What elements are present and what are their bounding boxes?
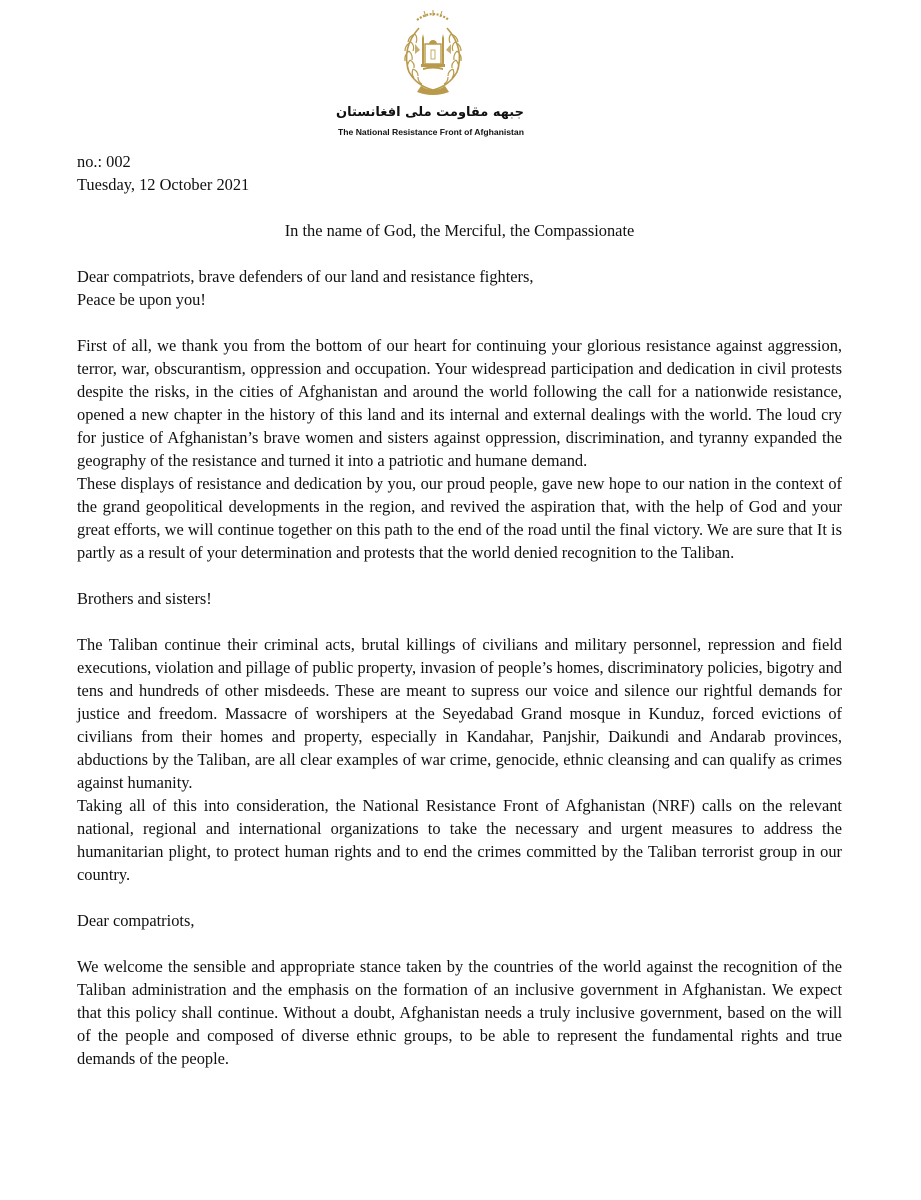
spacer — [77, 886, 842, 909]
letterhead — [0, 0, 921, 150]
spacer — [77, 242, 842, 265]
spacer — [77, 932, 842, 955]
paragraph-inclusive-government: We welcome the sensible and appropriate stance taken by the countries of the world against the recognition of the Taliban administration and the emphasis on the formation of an inclusive government in Afghanistan. We expect that this policy shall continue. Without a doubt, Afghanistan needs a truly inclusive government, based on the will of the people and composed of diverse ethnic groups, to be able to represent the fundamental rights and true demands of the people. — [77, 957, 842, 1068]
invocation: In the name of God, the Merciful, the Compassionate — [284, 221, 635, 240]
spacer — [77, 564, 842, 587]
heading-dear-compatriots: Dear compatriots, — [77, 911, 195, 930]
document-date: Tuesday, 12 October 2021 — [77, 175, 250, 194]
document-number: no.: 002 — [77, 152, 131, 171]
salutation-line: Dear compatriots, brave defenders of our land and resistance fighters, — [77, 267, 534, 286]
paragraph-taliban-crimes: The Taliban continue their criminal acts, brutal killings of civilians and military personnel, repression and field executions, violation and pillage of public property, invasion of people’s homes, discriminatory policies, bigotry and tens and hundreds of other misdeeds. These are meant to supress our voice and silence our rightful demands for justice and freedom. Massacre of worshipers at the Seyedabad Grand mosque in Kunduz, forced evictions of civilians from their homes and property, especially in Kandahar, Panjshir, Daikundi and Andarab provinces, abductions by the Taliban, are all clear examples of war crime, genocide, ethnic cleansing and can qualify as crimes against humanity. — [77, 635, 842, 792]
spacer — [77, 196, 842, 219]
spacer — [77, 311, 842, 334]
organization-name-persian: جبهه مقاومت ملی افغانستان — [336, 105, 524, 120]
organization-name-english: The National Resistance Front of Afghanistan — [338, 127, 524, 137]
paragraph-nrf-call: Taking all of this into consideration, the National Resistance Front of Afghanistan (NRF) calls on the relevant national, regional and international organizations to take the necessary and urgent measures to address the humanitarian plight, to protect human rights and to end the crimes committed by the Taliban terrorist group in our country. — [77, 796, 842, 884]
heading-brothers-sisters: Brothers and sisters! — [77, 589, 212, 608]
national-emblem-logo — [393, 6, 473, 98]
paragraph-gratitude: First of all, we thank you from the bottom of our heart for continuing your glorious resistance against aggression, terror, war, obscurantism, oppression and occupation. Your widespread participation and dedication in civil protests despite the risks, in the cities of Afghanistan and around the world following the call for a nationwide resistance, opened a new chapter in the history of this land and its internal and external dealings with the world. The loud cry for justice of Afghanistan’s brave women and sisters against oppression, discrimination, and tyranny expanded the geography of the resistance and turned it into a patriotic and humane demand. — [77, 336, 842, 470]
spacer — [77, 610, 842, 633]
salutation-greeting: Peace be upon you! — [77, 290, 206, 309]
paragraph-hope: These displays of resistance and dedication by you, our proud people, gave new hope to our nation in the context of the grand geopolitical developments in the region, and revived the aspiration that, with the help of God and your great efforts, we will continue together on this path to the end of the road until the final victory. We are sure that It is partly as a result of your determination and protests that the world denied recognition to the Taliban. — [77, 474, 842, 562]
letter-body — [77, 150, 842, 1070]
